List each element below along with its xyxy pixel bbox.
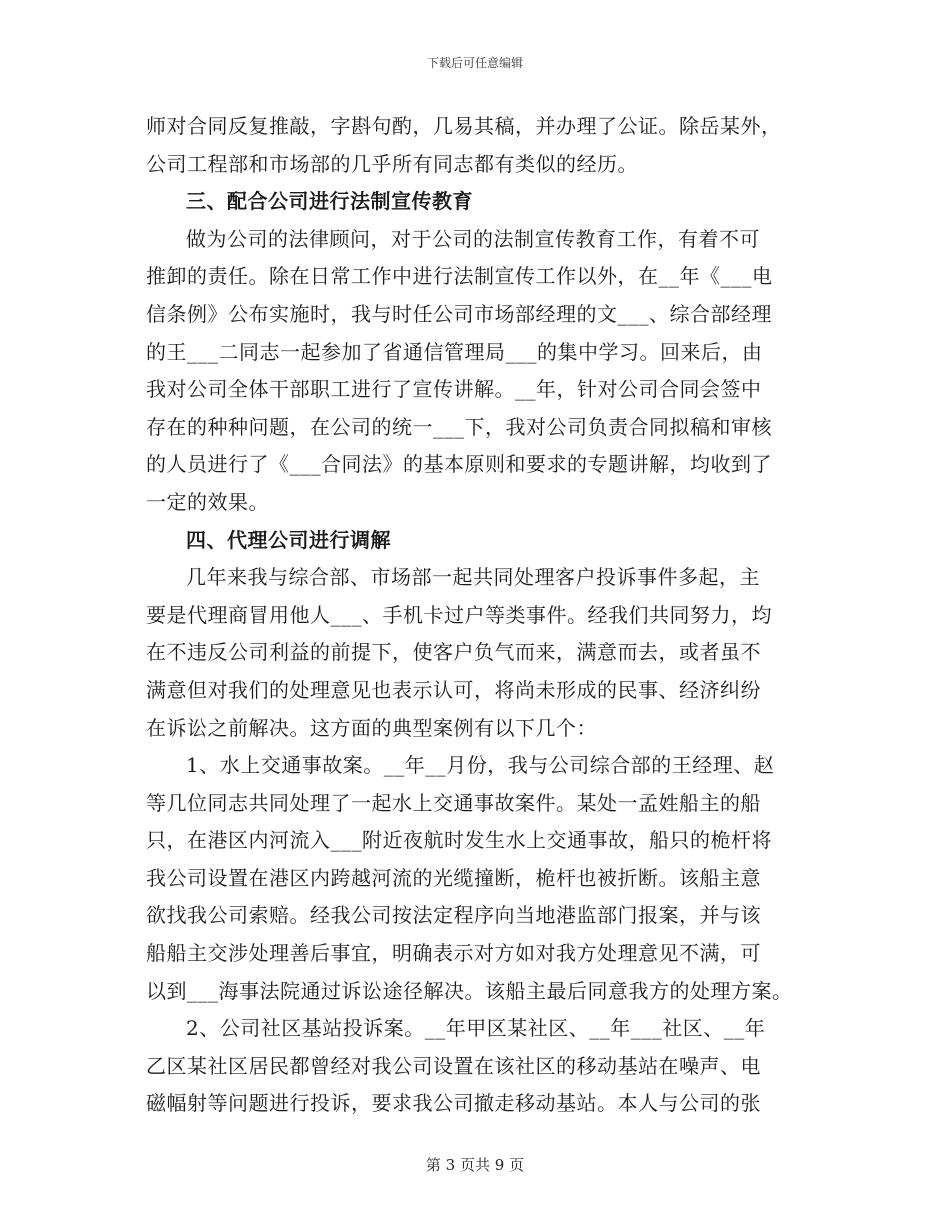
text-line: 在诉讼之前解决。这方面的典型案例有以下几个：: [146, 715, 597, 740]
page-header: 下载后可任意编辑: [426, 56, 523, 70]
text-line: 做为公司的法律顾问，对于公司的法制宣传教育工作，有着不可: [186, 226, 760, 251]
text-line: 的人员进行了《___合同法》的基本原则和要求的专题讲解，均收到了: [146, 452, 772, 477]
text-line: 1、水上交通事故案。__年__月份，我与公司综合部的王经理、赵: [186, 753, 775, 778]
text-line: 师对合同反复推敲，字斟句酌，几易其稿，并办理了公证。除岳某外，: [146, 114, 782, 138]
text-line: 一定的效果。: [146, 489, 269, 514]
text-line: 我对公司全体干部职工进行了宣传讲解。__年，针对公司合同会签中: [146, 377, 762, 402]
text-line: 公司工程部和市场部的几乎所有同志都有类似的经历。: [146, 151, 638, 176]
page-footer: 第 3 页共 9 页: [425, 1156, 525, 1174]
section-heading: 三、配合公司进行法制宣传教育: [186, 189, 473, 214]
text-line: 要是代理商冒用他人___、手机卡过户等类事件。经我们共同努力，均: [146, 602, 772, 627]
text-line: 欲找我公司索赔。经我公司按法定程序向当地港监部门报案，并与该: [146, 903, 761, 928]
text-line: 船船主交涉处理善后事宜，明确表示对方如对我方处理意见不满，可: [146, 941, 761, 966]
document-body: [146, 108, 806, 1123]
section-heading: 四、代理公司进行调解: [186, 527, 391, 552]
text-line: 在不违反公司利益的前提下，使客户负气而来，满意而去，或者虽不: [146, 640, 761, 665]
text-line: 乙区某社区居民都曾经对我公司设置在该社区的移动基站在噪声、电: [146, 1053, 761, 1078]
text-line: 我公司设置在港区内跨越河流的光缆撞断，桅杆也被折断。该船主意: [146, 865, 761, 890]
text-line: 信条例》公布实施时，我与时任公司市场部经理的文___、综合部经理: [146, 301, 772, 326]
text-line: 磁幅射等问题进行投诉，要求我公司撤走移动基站。本人与公司的张: [146, 1091, 761, 1116]
text-line: 满意但对我们的处理意见也表示认可，将尚未形成的民事、经济纠纷: [146, 677, 761, 702]
text-line: 的王___二同志一起参加了省通信管理局___的集中学习。回来后，由: [146, 339, 763, 364]
text-line: 几年来我与综合部、市场部一起共同处理客户投诉事件多起，主: [186, 565, 760, 590]
text-line: 存在的种种问题，在公司的统一___下，我对公司负责合同拟稿和审核: [146, 414, 772, 439]
text-line: 以到___海事法院通过诉讼途径解决。该船主最后同意我方的处理方案。: [146, 978, 793, 1003]
text-line: 推卸的责任。除在日常工作中进行法制宣传工作以外，在__年《___电: [146, 264, 773, 289]
text-line: 等几位同志共同处理了一起水上交通事故案件。某处一孟姓船主的船: [146, 790, 761, 815]
text-line: 2、公司社区基站投诉案。__年甲区某社区、__年___社区、__年: [186, 1016, 766, 1041]
text-line: 只，在港区内河流入___附近夜航时发生水上交通事故，船只的桅杆将: [146, 828, 772, 853]
